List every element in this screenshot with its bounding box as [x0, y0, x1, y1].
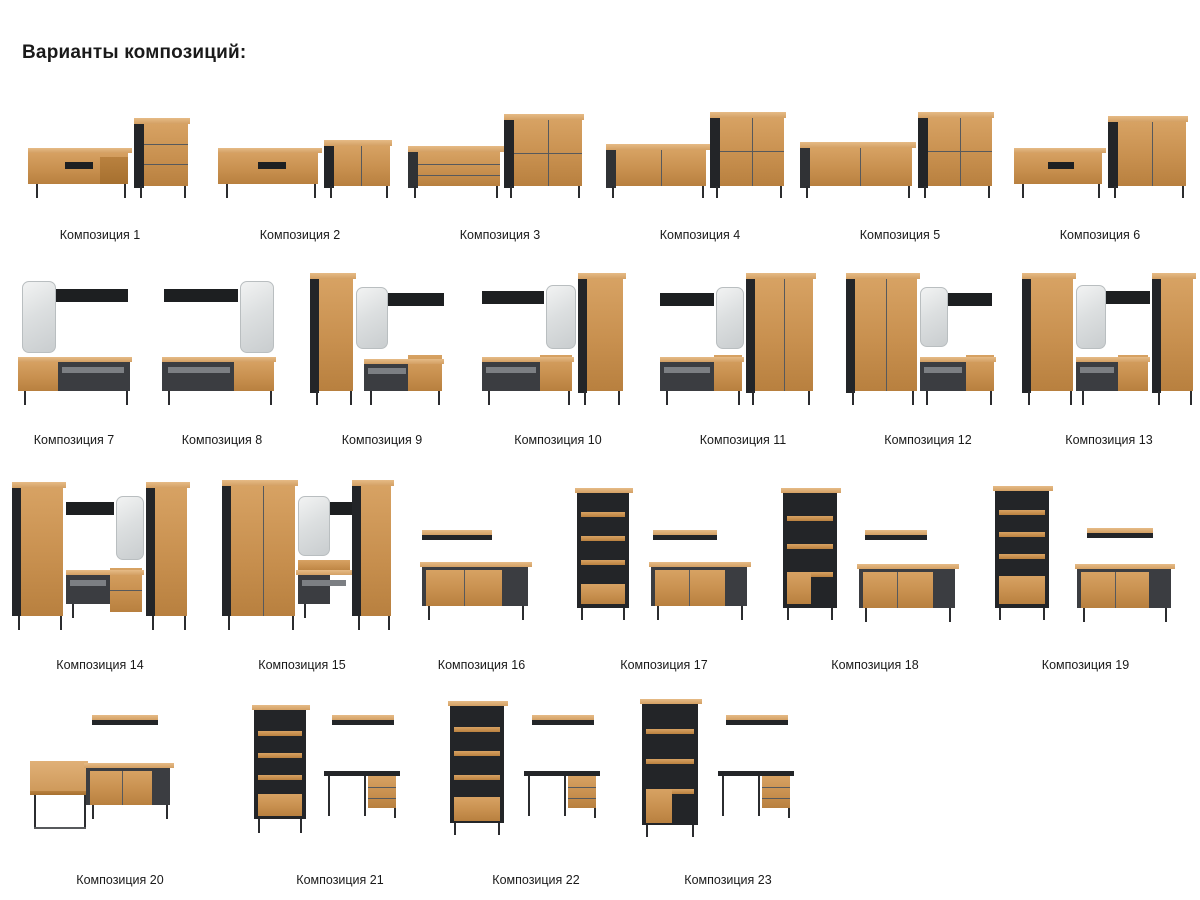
page-title: Варианты композиций:	[22, 42, 247, 63]
composition-card-23[interactable]	[632, 672, 824, 887]
composition-label: Композиция 18	[831, 658, 919, 672]
composition-card-12[interactable]	[838, 242, 1018, 447]
composition-art-20	[0, 689, 240, 864]
composition-label: Композиция 17	[620, 658, 708, 672]
composition-card-22[interactable]	[440, 672, 632, 887]
composition-card-9[interactable]	[296, 242, 468, 447]
composition-card-11[interactable]	[648, 242, 838, 447]
composition-art-23	[632, 689, 824, 864]
composition-card-18[interactable]	[769, 447, 981, 672]
composition-label: Композиция 10	[514, 433, 602, 447]
composition-art-14	[0, 474, 200, 649]
composition-art-18	[769, 474, 981, 649]
composition-grid	[0, 72, 1200, 887]
composition-card-21[interactable]	[240, 672, 440, 887]
composition-card-5[interactable]	[800, 72, 1000, 242]
composition-card-2[interactable]	[200, 72, 400, 242]
composition-card-10[interactable]	[468, 242, 648, 447]
composition-label: Композиция 3	[459, 228, 541, 242]
composition-label: Композиция 19	[1041, 658, 1130, 672]
composition-card-8[interactable]	[148, 242, 296, 447]
composition-label: Композиция 6	[1059, 228, 1141, 242]
composition-row	[0, 447, 1200, 672]
composition-art-11	[648, 269, 838, 424]
composition-label: Композиция 11	[699, 433, 787, 447]
composition-art-3	[400, 104, 600, 219]
composition-art-22	[440, 689, 632, 864]
composition-label: Композиция 1	[59, 228, 141, 242]
composition-label: Композиция 15	[258, 658, 346, 672]
composition-art-12	[838, 269, 1018, 424]
composition-label: Композиция 22	[492, 873, 580, 887]
composition-art-6	[1000, 104, 1200, 219]
composition-label: Композиция 2	[259, 228, 341, 242]
composition-label: Композиция 14	[56, 658, 144, 672]
composition-art-10	[468, 269, 648, 424]
composition-art-4	[600, 104, 800, 219]
composition-card-15[interactable]	[200, 447, 404, 672]
composition-card-14[interactable]	[0, 447, 200, 672]
composition-card-3[interactable]	[400, 72, 600, 242]
composition-art-16	[404, 474, 559, 649]
composition-card-17[interactable]	[559, 447, 769, 672]
composition-row	[0, 72, 1200, 242]
composition-row	[0, 242, 1200, 447]
composition-label: Композиция 21	[296, 873, 384, 887]
composition-art-9	[296, 269, 468, 424]
composition-art-13	[1018, 269, 1200, 424]
composition-card-20[interactable]	[0, 672, 240, 887]
composition-art-17	[559, 474, 769, 649]
composition-label: Композиция 8	[181, 433, 263, 447]
composition-art-2	[200, 104, 400, 219]
composition-label: Композиция 5	[859, 228, 941, 242]
composition-card-6[interactable]	[1000, 72, 1200, 242]
composition-card-7[interactable]	[0, 242, 148, 447]
composition-label: Композиция 7	[33, 433, 115, 447]
composition-art-1	[0, 104, 200, 219]
composition-row	[0, 672, 1200, 887]
composition-label: Композиция 12	[884, 433, 972, 447]
composition-card-19[interactable]	[981, 447, 1190, 672]
composition-label: Композиция 4	[659, 228, 741, 242]
composition-label: Композиция 13	[1065, 433, 1153, 447]
composition-art-7	[0, 269, 148, 424]
composition-art-15	[200, 474, 404, 649]
composition-art-8	[148, 269, 296, 424]
composition-label: Композиция 9	[341, 433, 423, 447]
composition-card-16[interactable]	[404, 447, 559, 672]
composition-card-1[interactable]	[0, 72, 200, 242]
composition-label: Композиция 16	[437, 658, 526, 672]
composition-label: Композиция 20	[76, 873, 164, 887]
composition-label: Композиция 23	[684, 873, 772, 887]
composition-card-4[interactable]	[600, 72, 800, 242]
composition-art-5	[800, 104, 1000, 219]
composition-art-19	[981, 474, 1190, 649]
composition-art-21	[240, 689, 440, 864]
composition-card-13[interactable]	[1018, 242, 1200, 447]
